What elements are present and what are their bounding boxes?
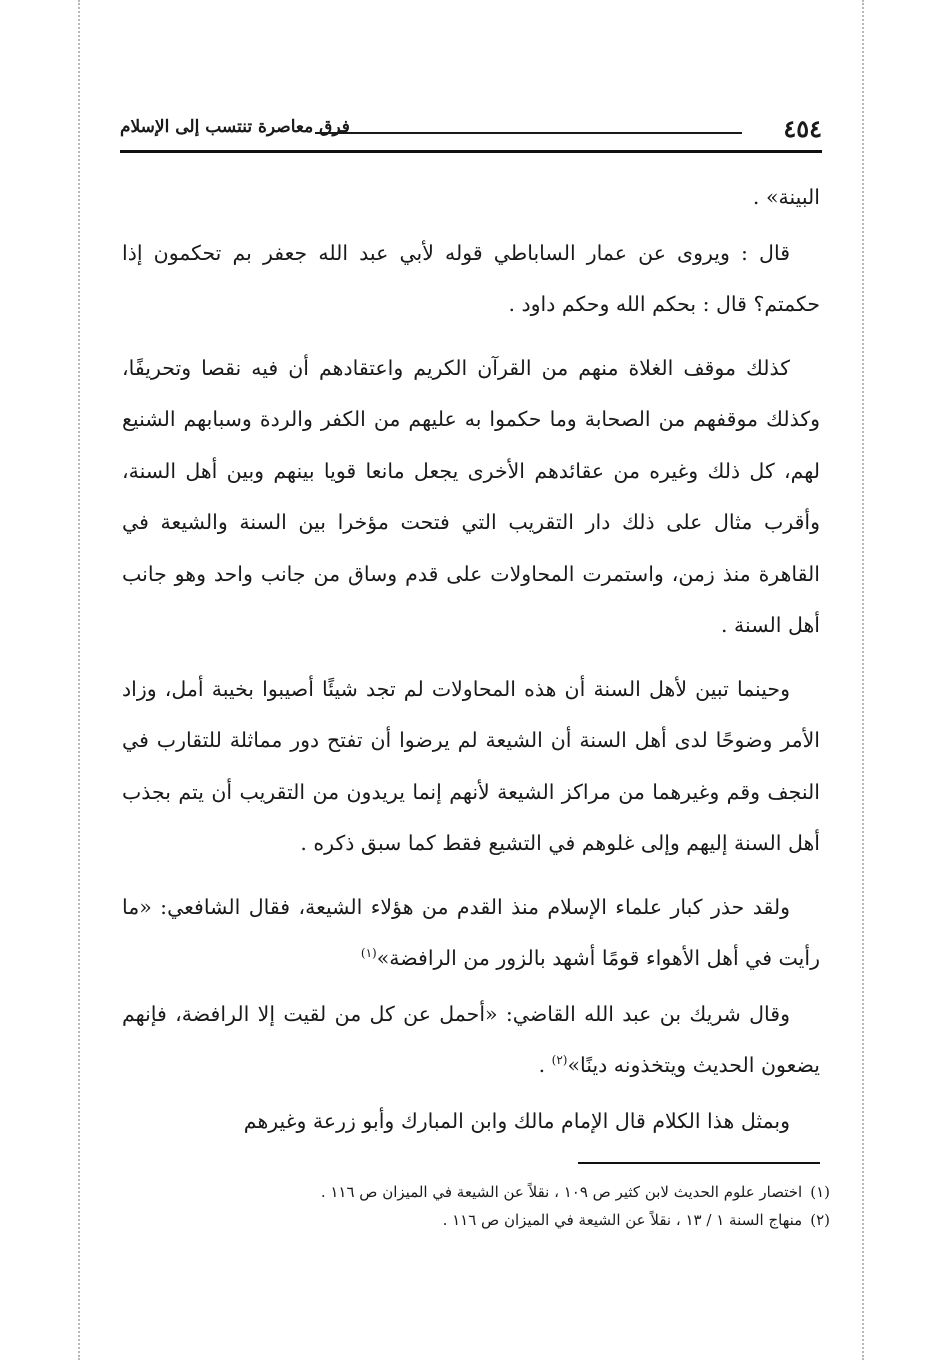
page-number: ٤٥٤ <box>783 114 822 143</box>
running-title: فرق معاصرة تنتسب إلى الإسلام <box>120 117 350 137</box>
paragraph: قال : ويروى عن عمار الساباطي قوله لأبي عبد الله جعفر بم تحكمون إذا حكمتم؟ قال : بحكم الله وحكم داود . <box>122 240 820 316</box>
header-rule <box>120 150 822 153</box>
paragraph: وبمثل هذا الكلام قال الإمام مالك وابن المبارك وأبو زرعة وغيرهم <box>243 1108 790 1133</box>
paragraph-with-footnote <box>122 989 820 1092</box>
header-dash-line <box>315 132 742 134</box>
footnote-1 <box>122 1178 830 1206</box>
paragraph-text: ولقد حذر كبار علماء الإسلام منذ القدم من هؤلاء الشيعة، فقال الشافعي: «ما رأيت في أهل الأهواء قومًا أشهد بالزور من الرافضة» <box>122 894 820 970</box>
left-margin-dotted-line <box>78 0 80 1360</box>
paragraph: كذلك موقف الغلاة منهم من القرآن الكريم واعتقادهم أن فيه نقصا وتحريفًا، وكذلك موقفهم من الصحابة وما حكموا به عليهم من الكفر والردة وسبابهم الشنيع لهم، كل ذلك وغيره من عقائدهم الأخرى يجعل مانعا قويا بينهم وبين أهل السنة، وأقرب مثال على ذلك دار التقريب التي فتحت مؤخرا بين السنة والشيعة في القاهرة منذ زمن، واستمرت المحاولات على قدم وساق من جانب واحد وهو جانب أهل السنة . <box>122 355 820 637</box>
footnote-number: (٢) <box>810 1211 830 1229</box>
footnote-separator <box>578 1162 820 1164</box>
paragraph-continuation: البينة» . <box>752 185 820 209</box>
footnote-ref-1: (١) <box>360 946 377 961</box>
footnote-2 <box>122 1206 830 1234</box>
footnote-ref-2: (٢) <box>551 1053 568 1068</box>
footnote-text: اختصار علوم الحديث لابن كثير ص ١٠٩ ، نقلاً عن الشيعة في الميزان ص ١١٦ . <box>320 1183 803 1201</box>
paragraph-tail: . <box>538 1053 552 1077</box>
page-header <box>120 112 822 152</box>
footnote-text: منهاج السنة ١ / ١٣ ، نقلاً عن الشيعة في الميزان ص ١١٦ . <box>442 1211 803 1229</box>
footnotes <box>122 1178 830 1234</box>
main-text <box>122 172 820 1159</box>
paragraph: وحينما تبين لأهل السنة أن هذه المحاولات لم تجد شيئًا أصيبوا بخيبة أمل، وزاد الأمر وضوحًا لدى أهل السنة أن الشيعة لم يرضوا أن تفتح دور مماثلة للتقارب في النجف وقم وغيرهما من مراكز الشيعة لأنهم إنما يريدون من التقريب أن يتم بجذب أهل السنة إليهم وإلى غلوهم في التشيع فقط كما سبق ذكره . <box>122 676 820 855</box>
right-margin-dotted-line <box>862 0 864 1360</box>
paragraph-with-footnote <box>122 882 820 985</box>
paragraph-text: وقال شريك بن عبد الله القاضي: «أحمل عن كل من لقيت إلا الرافضة، فإنهم يضعون الحديث ويتخذونه دينًا» <box>122 1001 820 1077</box>
footnote-number: (١) <box>810 1183 830 1201</box>
